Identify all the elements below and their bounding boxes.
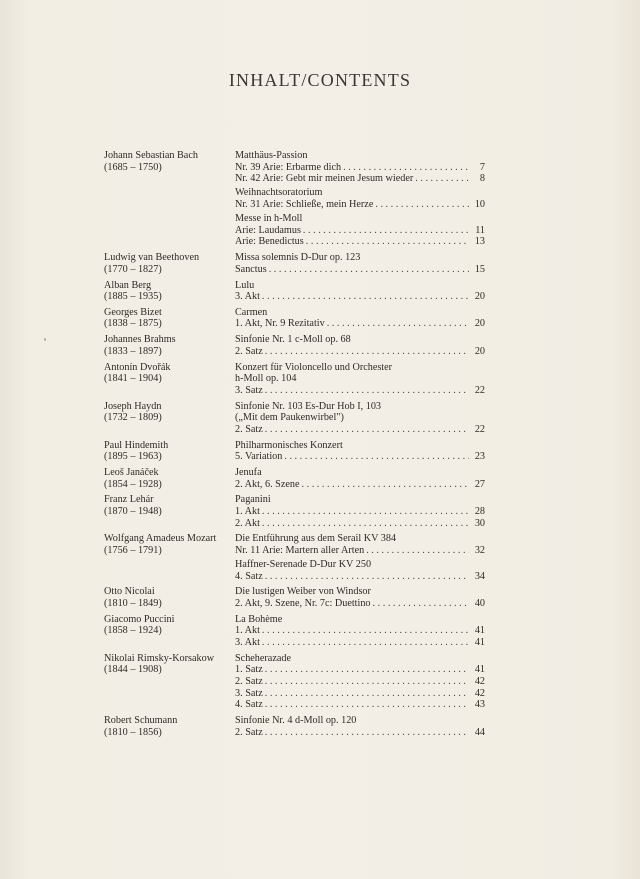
work-title: Die lustigen Weiber von Windsor — [235, 586, 371, 598]
toc-line[interactable] — [235, 699, 485, 711]
toc-line[interactable] — [235, 451, 485, 463]
dot-leader — [265, 699, 469, 711]
toc-line[interactable] — [235, 199, 485, 211]
composer-dates: (1858 – 1924) — [104, 625, 162, 637]
work-subtitle: („Mit dem Paukenwirbel") — [235, 412, 344, 424]
toc-entry — [104, 252, 484, 275]
work-title: Carmen — [235, 306, 268, 318]
composer-name: Johann Sebastian Bach — [104, 150, 198, 161]
composer-block — [104, 586, 235, 609]
toc-line[interactable] — [235, 506, 485, 518]
composer-name: Antonín Dvořák — [104, 361, 171, 373]
page-number: 30 — [474, 517, 485, 529]
movement-label: Nr. 31 Arie: Schließe, mein Herze — [235, 198, 374, 210]
toc-line[interactable] — [235, 385, 485, 397]
composer-block — [104, 362, 235, 397]
composer-dates: (1841 – 1904) — [104, 373, 162, 385]
composer-block — [104, 401, 235, 436]
composer-dates: (1838 – 1875) — [104, 318, 162, 330]
movement-label: 1. Akt — [235, 625, 260, 637]
toc-entry — [104, 280, 484, 303]
works-list — [235, 307, 485, 330]
work — [235, 334, 485, 357]
toc-line[interactable] — [235, 571, 485, 583]
work — [235, 533, 485, 556]
movement-label: 1. Akt — [235, 505, 260, 517]
toc-line[interactable] — [235, 688, 485, 700]
movement-label: 1. Akt, Nr. 9 Rezitativ — [235, 318, 325, 330]
composer-dates: (1895 – 1963) — [104, 451, 162, 463]
works-list — [235, 362, 485, 397]
composer-dates: (1870 – 1948) — [104, 505, 162, 517]
composer-name: Nikolai Rimsky-Korsakow — [104, 652, 215, 664]
work — [235, 440, 485, 463]
page-number: 22 — [474, 423, 485, 435]
composer-block — [104, 280, 235, 303]
toc-entry — [104, 586, 484, 609]
work — [235, 187, 485, 210]
composer-name: Otto Nicolai — [104, 586, 155, 598]
composer-name: Franz Lehár — [104, 494, 154, 506]
page-number: 34 — [474, 570, 485, 582]
composer-name: Paul Hindemith — [104, 439, 169, 451]
work — [235, 653, 485, 711]
page-number: 20 — [474, 318, 485, 330]
composer-block — [104, 334, 235, 357]
works-list — [235, 467, 485, 490]
work-title: Sinfonie Nr. 103 Es-Dur Hob I, 103 — [235, 400, 382, 412]
dot-leader — [327, 318, 469, 330]
movement-label: 3. Akt — [235, 291, 260, 303]
toc-line[interactable] — [235, 598, 485, 610]
dot-leader — [262, 506, 469, 518]
work-title: Sinfonie Nr. 4 d-Moll op. 120 — [235, 714, 357, 726]
composer-block — [104, 307, 235, 330]
dot-leader — [303, 225, 469, 237]
composer-name: Giacomo Puccini — [104, 613, 175, 625]
composer-dates: (1833 – 1897) — [104, 345, 162, 357]
composer-block — [104, 715, 235, 738]
page-number: 7 — [479, 161, 485, 173]
composer-name: Joseph Haydn — [104, 400, 162, 412]
works-list — [235, 533, 485, 582]
composer-block — [104, 467, 235, 490]
page-number: 23 — [474, 451, 485, 463]
dot-leader — [265, 688, 469, 700]
work-title: La Bohème — [235, 613, 283, 625]
works-list — [235, 715, 485, 738]
movement-label: 3. Akt — [235, 637, 260, 648]
page-number: 32 — [474, 544, 485, 556]
composer-dates: (1770 – 1827) — [104, 263, 162, 275]
composer-block — [104, 252, 235, 275]
work-title: Weihnachtsoratorium — [235, 187, 323, 199]
page-number: 41 — [474, 625, 485, 637]
composer-block — [104, 614, 235, 649]
work-title: Jenufa — [235, 466, 262, 478]
dot-leader — [265, 346, 469, 358]
movement-label: 4. Satz — [235, 699, 263, 711]
toc-entry — [104, 715, 484, 738]
movement-label: Sanctus — [235, 263, 267, 275]
movement-label: 2. Satz — [235, 345, 263, 357]
dot-leader — [415, 173, 469, 185]
works-list — [235, 653, 485, 711]
composer-name: Ludwig van Beethoven — [104, 252, 200, 264]
toc-entry — [104, 307, 484, 330]
toc-line[interactable] — [235, 727, 485, 739]
toc-entry — [104, 494, 484, 529]
work-title: Konzert für Violoncello und Orchester — [235, 361, 393, 373]
works-list — [235, 334, 485, 357]
work-title: Haffner-Serenade D-Dur KV 250 — [235, 559, 372, 571]
page-number: 41 — [474, 637, 485, 648]
works-list — [235, 280, 485, 303]
page-number: 41 — [474, 664, 485, 676]
movement-label: 4. Satz — [235, 570, 263, 582]
work-subtitle: h-Moll op. 104 — [235, 373, 297, 385]
work-title: Philharmonisches Konzert — [235, 439, 343, 451]
movement-label: 3. Satz — [235, 384, 263, 396]
dot-leader — [269, 264, 469, 276]
composer-dates: (1685 – 1750) — [104, 161, 162, 173]
dot-leader — [373, 598, 469, 610]
toc-line[interactable] — [235, 236, 485, 248]
dot-leader — [366, 545, 469, 557]
toc-line[interactable] — [235, 173, 485, 185]
dot-leader — [262, 291, 469, 303]
toc-entry — [104, 614, 484, 649]
page-number: 43 — [474, 699, 485, 711]
work — [235, 401, 485, 436]
work-title: Paganini — [235, 494, 271, 506]
dot-leader — [262, 518, 469, 530]
page-number: 20 — [474, 345, 485, 357]
page-number: 42 — [474, 675, 485, 687]
work — [235, 586, 485, 609]
toc-entry — [104, 362, 484, 397]
dot-leader — [284, 451, 469, 463]
works-list — [235, 586, 485, 609]
composer-name: Johannes Brahms — [104, 334, 176, 346]
movement-label: 2. Akt, 9. Szene, Nr. 7c: Duettino — [235, 598, 371, 610]
works-list — [235, 440, 485, 463]
movement-label: 1. Satz — [235, 664, 263, 676]
composer-block — [104, 653, 235, 711]
toc-line[interactable] — [235, 676, 485, 688]
composer-name: Alban Berg — [104, 279, 152, 291]
movement-label: 2. Akt — [235, 517, 260, 529]
composer-block — [104, 494, 235, 529]
page-number: 22 — [474, 384, 485, 396]
page-number: 15 — [474, 263, 485, 275]
work — [235, 467, 485, 490]
composer-block — [104, 440, 235, 463]
dot-leader — [306, 236, 469, 248]
toc-entry — [104, 334, 484, 357]
page-number: 27 — [474, 478, 485, 490]
toc-line[interactable] — [235, 424, 485, 436]
page-number: 44 — [474, 726, 485, 738]
dot-leader — [375, 199, 469, 211]
work — [235, 213, 485, 248]
toc-entry — [104, 467, 484, 490]
work — [235, 715, 485, 738]
page-number: 11 — [475, 224, 485, 236]
toc-line[interactable] — [235, 479, 485, 491]
dot-leader — [265, 676, 469, 688]
composer-name: Georges Bizet — [104, 306, 162, 318]
composer-name: Wolfgang Amadeus Mozart — [104, 533, 217, 545]
table-of-contents — [104, 150, 484, 742]
composer-dates: (1732 – 1809) — [104, 412, 162, 424]
toc-line[interactable] — [235, 346, 485, 358]
works-list — [235, 150, 485, 248]
dot-leader — [262, 637, 469, 649]
work-title: Messe in h-Moll — [235, 213, 303, 225]
dot-leader — [343, 162, 469, 174]
toc-entry — [104, 150, 484, 248]
work — [235, 280, 485, 303]
toc-entry — [104, 653, 484, 711]
toc-line[interactable] — [235, 264, 485, 276]
page-number: 40 — [474, 598, 485, 610]
composer-dates: (1810 – 1856) — [104, 726, 162, 738]
movement-label: 2. Satz — [235, 726, 263, 738]
composer-block — [104, 150, 235, 248]
toc-entry — [104, 533, 484, 582]
toc-line[interactable] — [235, 225, 485, 237]
toc-line[interactable] — [235, 664, 485, 676]
composer-name: Robert Schumann — [104, 714, 178, 726]
work-title: Lulu — [235, 279, 255, 291]
composer-dates: (1854 – 1928) — [104, 478, 162, 490]
page-number: 8 — [479, 173, 485, 185]
composer-dates: (1756 – 1791) — [104, 544, 162, 556]
work — [235, 252, 485, 275]
toc-line[interactable] — [235, 162, 485, 174]
dot-leader — [265, 385, 469, 397]
works-list — [235, 614, 485, 649]
dot-leader — [265, 424, 469, 436]
works-list — [235, 252, 485, 275]
dot-leader — [265, 727, 469, 739]
works-list — [235, 494, 485, 529]
movement-label: Nr. 39 Arie: Erbarme dich — [235, 161, 342, 173]
toc-line[interactable] — [235, 291, 485, 303]
work-title: Matthäus-Passion — [235, 150, 308, 161]
composer-name: Leoš Janáček — [104, 466, 159, 478]
toc-line[interactable] — [235, 637, 485, 649]
toc-entry — [104, 401, 484, 436]
composer-dates: (1844 – 1908) — [104, 664, 162, 676]
page-number: 10 — [474, 198, 485, 210]
composer-dates: (1885 – 1935) — [104, 291, 162, 303]
work-title: Missa solemnis D-Dur op. 123 — [235, 252, 361, 264]
toc-line[interactable] — [235, 625, 485, 637]
works-list — [235, 401, 485, 436]
dot-leader — [265, 664, 469, 676]
dot-leader — [262, 625, 469, 637]
page-number: 42 — [474, 687, 485, 699]
movement-label: 5. Variation — [235, 451, 283, 463]
dot-leader — [302, 479, 469, 491]
page-number: 13 — [474, 236, 485, 248]
work — [235, 150, 485, 185]
work — [235, 362, 485, 397]
composer-block — [104, 533, 235, 582]
work — [235, 559, 485, 582]
movement-label: 2. Satz — [235, 675, 263, 687]
work-title: Sinfonie Nr. 1 c-Moll op. 68 — [235, 334, 351, 346]
work-title: Scheherazade — [235, 652, 291, 664]
toc-line[interactable] — [235, 545, 485, 557]
work — [235, 307, 485, 330]
work — [235, 494, 485, 529]
page-number: 28 — [474, 505, 485, 517]
movement-label: Nr. 11 Arie: Martern aller Arten — [235, 544, 365, 556]
movement-label: 3. Satz — [235, 687, 263, 699]
work — [235, 614, 485, 649]
page-title: INHALT/CONTENTS — [228, 70, 412, 90]
toc-line[interactable] — [235, 318, 485, 330]
page-number: 20 — [474, 291, 485, 303]
movement-label: Arie: Benedictus — [235, 236, 304, 248]
dot-leader — [265, 571, 469, 583]
toc-line[interactable] — [235, 518, 485, 530]
movement-label: 2. Satz — [235, 423, 263, 435]
toc-entry — [104, 440, 484, 463]
movement-label: Arie: Laudamus — [235, 224, 301, 236]
work-title: Die Entführung aus dem Serail KV 384 — [235, 533, 397, 545]
punch-mark — [44, 338, 46, 341]
composer-dates: (1810 – 1849) — [104, 598, 162, 610]
movement-label: 2. Akt, 6. Szene — [235, 478, 300, 490]
movement-label: Nr. 42 Arie: Gebt mir meinen Jesum wieder — [235, 173, 414, 185]
